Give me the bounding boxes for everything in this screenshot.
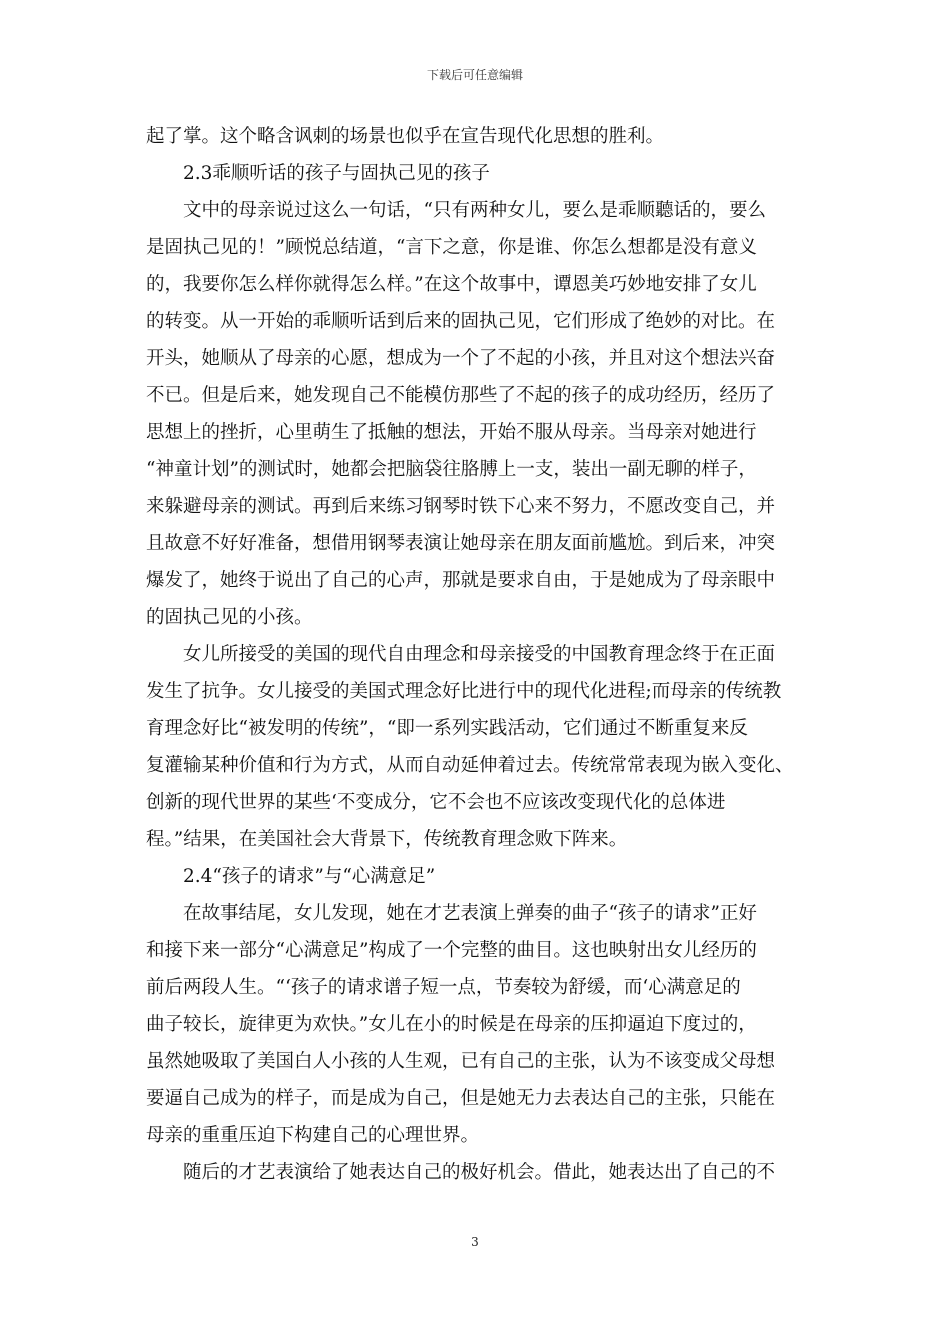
section-heading: 2.3乖顺听话的孩子与固执己见的孩子 — [183, 163, 490, 184]
body-line: 文中的母亲说过这么一句话，“只有两种女儿，要么是乖顺聽话的，要么 — [183, 200, 766, 221]
body-line: 来躲避母亲的测试。再到后来练习钢琴时铁下心来不努力，不愿改变自己，并 — [146, 496, 776, 517]
body-line: 要逼自己成为的样子，而是成为自己，但是她无力去表达自己的主张，只能在 — [146, 1088, 776, 1109]
body-line: 思想上的挫折，心里萌生了抵触的想法，开始不服从母亲。当母亲对她进行 — [146, 422, 757, 443]
body-line: 是固执己见的！”顾悦总结道，“言下之意，你是谁、你怎么想都是没有意义 — [146, 237, 757, 258]
body-line: “神童计划”的测试时，她都会把脑袋往胳膊上一支，装出一副无聊的样子， — [146, 459, 757, 480]
body-line: 且故意不好好准备，想借用钢琴表演让她母亲在朋友面前尴尬。到后来，冲突 — [146, 533, 776, 554]
body-line: 创新的现代世界的某些‘不变成分，它不会也不应该改变现代化的总体进 — [146, 792, 726, 813]
body-line: 程。”结果，在美国社会大背景下，传统教育理念败下阵来。 — [146, 829, 628, 850]
body-line: 的固执己见的小孩。 — [146, 607, 313, 628]
body-line: 开头，她顺从了母亲的心愿，想成为一个了不起的小孩，并且对这个想法兴奋 — [146, 348, 776, 369]
body-line: 的，我要你怎么样你就得怎么样。”在这个故事中，谭恩美巧妙地安排了女儿 — [146, 274, 757, 295]
body-line: 育理念好比“被发明的传统”，“即一系列实践活动，它们通过不断重复来反 — [146, 718, 748, 739]
body-line: 的转变。从一开始的乖顺听话到后来的固执己见，它们形成了绝妙的对比。在 — [146, 311, 776, 332]
body-line: 起了掌。这个略含讽刺的场景也似乎在宣告现代化思想的胜利。 — [146, 126, 665, 147]
body-line: 母亲的重重压迫下构建自己的心理世界。 — [146, 1125, 480, 1146]
body-line: 不已。但是后来，她发现自己不能模仿那些了不起的孩子的成功经历，经历了 — [146, 385, 776, 406]
body-line: 前后两段人生。“‘孩子的请求谱子短一点，节奏较为舒缓，而‘心满意足的 — [146, 977, 741, 998]
body-line: 女儿所接受的美国的现代自由理念和母亲接受的中国教育理念终于在正面 — [183, 644, 776, 665]
document-body — [146, 118, 810, 1191]
section-heading: 2.4“孩子的请求”与“心满意足” — [183, 866, 436, 887]
body-line: 在故事结尾，女儿发现，她在才艺表演上弹奏的曲子“孩子的请求”正好 — [183, 903, 757, 924]
body-line: 随后的才艺表演给了她表达自己的极好机会。借此，她表达出了自己的不 — [183, 1162, 776, 1183]
page-header: 下载后可任意编辑 — [426, 68, 523, 82]
body-line: 虽然她吸取了美国白人小孩的人生观，已有自己的主张，认为不该变成父母想 — [146, 1051, 776, 1072]
page-number: 3 — [471, 1235, 479, 1249]
body-line: 发生了抗争。女儿接受的美国式理念好比进行中的现代化进程;而母亲的传统教 — [146, 681, 782, 702]
body-line: 和接下来一部分“心满意足”构成了一个完整的曲目。这也映射出女儿经历的 — [146, 940, 757, 961]
body-line: 爆发了，她终于说出了自己的心声，那就是要求自由，于是她成为了母亲眼中 — [146, 570, 776, 591]
body-line: 曲子较长，旋律更为欢快。”女儿在小的时候是在母亲的压抑逼迫下度过的， — [146, 1014, 757, 1035]
body-line: 复灌输某种价值和行为方式，从而自动延伸着过去。传统常常表现为嵌入变化、 — [146, 755, 794, 776]
